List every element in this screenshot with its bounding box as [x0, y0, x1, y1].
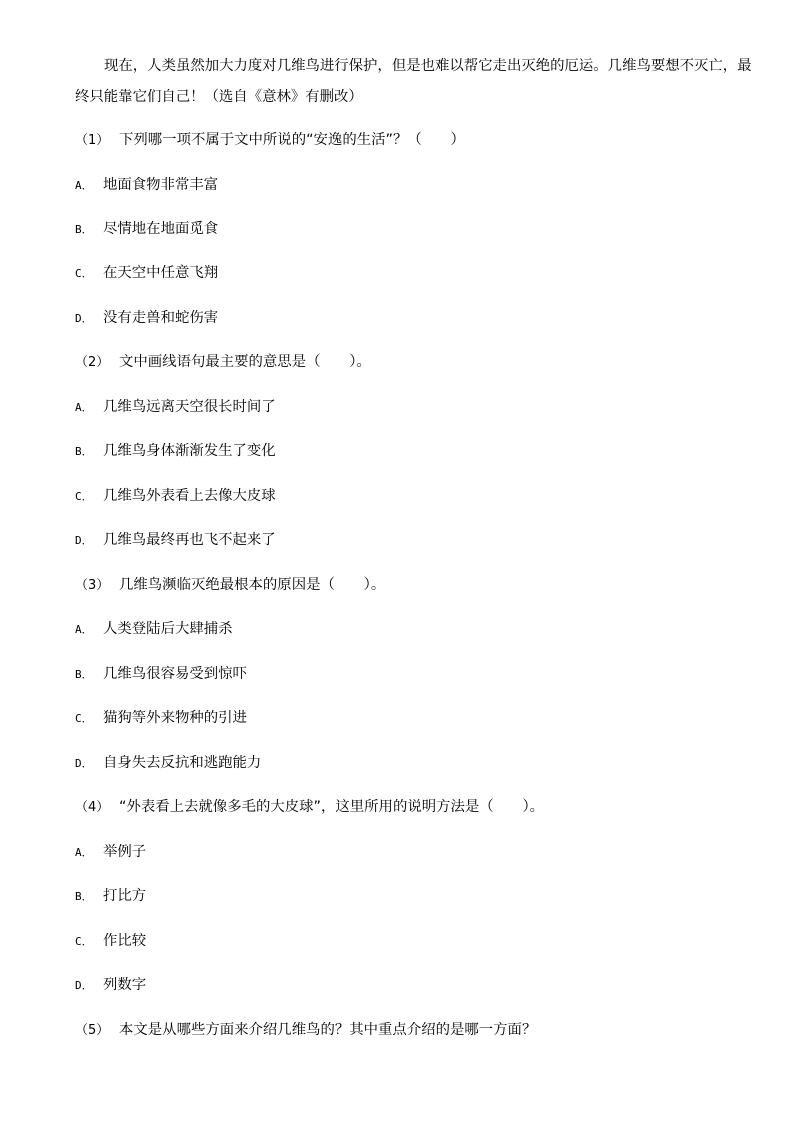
question-1-option-d — [75, 308, 218, 329]
question-2-option-a — [75, 397, 276, 418]
option-text: 几维鸟外表看上去像大皮球 — [103, 488, 276, 504]
option-text: 自身失去反抗和逃跑能力 — [103, 755, 262, 771]
option-text: 作比较 — [103, 933, 147, 949]
option-text: 打比方 — [103, 888, 147, 904]
option-letter: C． — [75, 935, 93, 948]
option-letter: A． — [75, 623, 93, 636]
option-text: 列数字 — [103, 977, 147, 993]
question-4-option-d — [75, 975, 146, 996]
question-4 — [75, 797, 544, 818]
option-text: 尽情地在地面觅食 — [103, 221, 219, 237]
question-text: 文中画线语句最主要的意思是（ ）。 — [119, 354, 371, 370]
question-1-option-b — [75, 219, 218, 240]
question-number: （2） — [75, 355, 110, 370]
option-letter: A． — [75, 179, 93, 192]
option-letter: D． — [75, 979, 93, 992]
question-3-option-c — [75, 708, 247, 729]
option-text: 几维鸟最终再也飞不起来了 — [103, 532, 276, 548]
question-text: 下列哪一项不属于文中所说的“安逸的生活”？（ ） — [119, 132, 465, 148]
option-letter: B． — [75, 890, 93, 903]
question-2-option-d — [75, 530, 276, 551]
question-2-option-b — [75, 441, 276, 462]
question-4-option-c — [75, 931, 146, 952]
option-letter: D． — [75, 312, 93, 325]
question-3-option-d — [75, 753, 261, 774]
question-4-option-a — [75, 842, 146, 863]
question-3 — [75, 575, 385, 596]
question-2 — [75, 352, 371, 373]
option-letter: C． — [75, 712, 93, 725]
question-3-option-b — [75, 664, 247, 685]
option-letter: C． — [75, 490, 93, 503]
question-text: 几维鸟濒临灭绝最根本的原因是（ ）。 — [119, 577, 386, 593]
question-1 — [75, 130, 465, 151]
option-text: 地面食物非常丰富 — [103, 177, 219, 193]
question-number: （1） — [75, 133, 110, 148]
option-text: 几维鸟很容易受到惊吓 — [103, 666, 247, 682]
option-letter: C． — [75, 267, 93, 280]
question-5 — [75, 1020, 536, 1041]
option-text: 几维鸟远离天空很长时间了 — [103, 399, 276, 415]
question-text: 本文是从哪些方面来介绍几维鸟的？其中重点介绍的是哪一方面？ — [119, 1022, 537, 1038]
option-letter: D． — [75, 757, 93, 770]
question-number: （4） — [75, 800, 110, 815]
passage-paragraph: 现在，人类虽然加大力度对几维鸟进行保护，但是也难以帮它走出灭绝的厄运。几维鸟要想不灭亡，最终只能靠它们自己！（选自《意林》有删改） — [75, 58, 752, 105]
question-1-option-a — [75, 175, 218, 196]
question-text: “外表看上去就像多毛的大皮球”，这里所用的说明方法是（ ）。 — [119, 799, 545, 815]
option-text: 猫狗等外来物种的引进 — [103, 710, 247, 726]
option-letter: B． — [75, 223, 93, 236]
question-4-option-b — [75, 886, 146, 907]
option-text: 没有走兽和蛇伤害 — [103, 310, 219, 326]
option-letter: A． — [75, 846, 93, 859]
option-text: 举例子 — [103, 844, 147, 860]
option-letter: D． — [75, 534, 93, 547]
question-1-option-c — [75, 263, 218, 284]
question-3-option-a — [75, 619, 233, 640]
option-letter: B． — [75, 445, 93, 458]
question-number: （3） — [75, 578, 110, 593]
option-letter: A． — [75, 401, 93, 414]
question-2-option-c — [75, 486, 276, 507]
option-text: 在天空中任意飞翔 — [103, 265, 219, 281]
option-text: 几维鸟身体渐渐发生了变化 — [103, 443, 276, 459]
option-text: 人类登陆后大肆捕杀 — [103, 621, 233, 637]
question-number: （5） — [75, 1023, 110, 1038]
option-letter: B． — [75, 668, 93, 681]
